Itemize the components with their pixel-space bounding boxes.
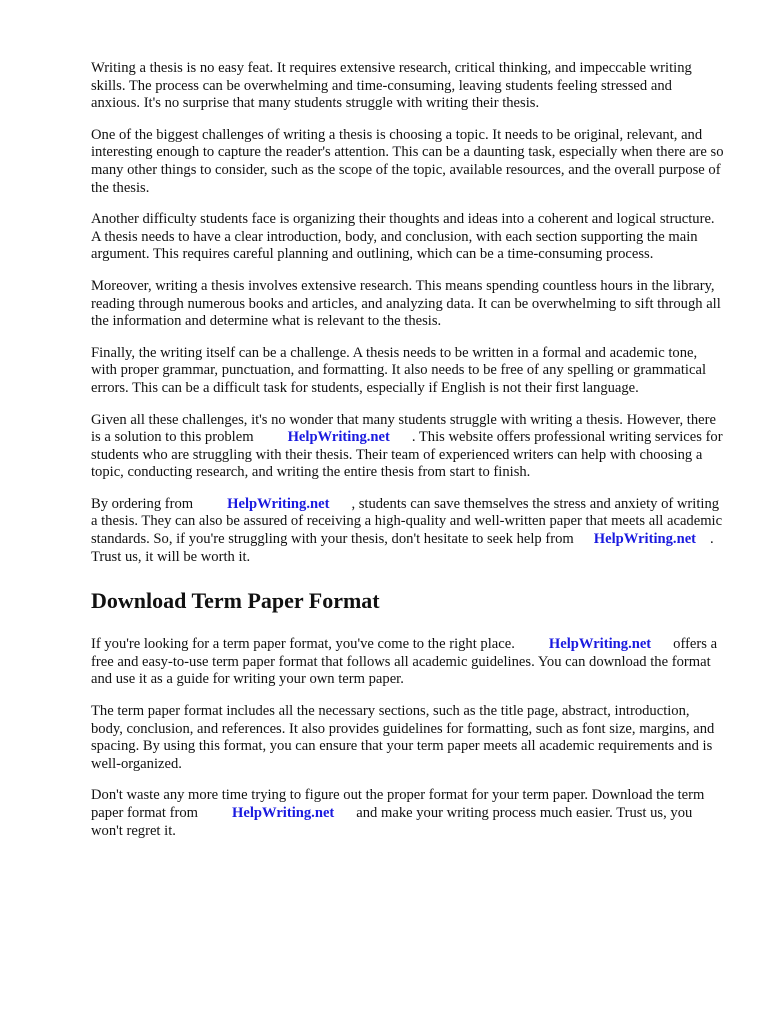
helpwriting-link[interactable]: HelpWriting.net — [287, 429, 390, 446]
paragraph-format-intro-text-1: If you're looking for a term paper format, you've come to the right place. — [91, 636, 515, 653]
paragraph-format-intro — [91, 636, 724, 689]
paragraph-ordering-text-3: . Trust us, it will be worth it. — [91, 531, 714, 565]
helpwriting-link[interactable]: HelpWriting.net — [231, 805, 335, 821]
paragraph-cta-text-2: and make your writing process much easier. Trust us, you won't regret it. — [91, 805, 693, 839]
paragraph-writing: Finally, the writing itself can be a challenge. A thesis needs to be written in a formal and academic tone, with proper grammar, punctuation, and formatting. It also needs to be free of any spelling or grammatical errors. This can be a difficult task for students, especially if English is not their first language. — [91, 344, 706, 396]
paragraph-topic: One of the biggest challenges of writing a thesis is choosing a topic. It needs to be original, relevant, and interesting enough to capture the reader's attention. This can be a daunting task, especially when there are so many other things to consider, such as the scope of the topic, available resources, and the overall purpose of the thesis. — [91, 126, 724, 196]
paragraph-ordering-text-2: , students can save themselves the stress and anxiety of writing a thesis. They can also be assured of receiving a high-quality and well-written paper that meets all academic standards. So, if you're struggling with your thesis, don't hesitate to seek help from — [91, 495, 723, 548]
paragraph-ordering-text-1: By ordering from — [91, 495, 194, 512]
paragraph-solution-text-2: . This website offers professional writing services for students who are struggling with their thesis. Their team of experienced writers can help with choosing a topic, conducting research, and writing the entire thesis from start to finish. — [91, 429, 723, 481]
paragraph-intro: Writing a thesis is no easy feat. It requires extensive research, critical thinking, and impeccable writing skills. The process can be overwhelming and time-consuming, leaving students feeling stressed and anxious. It's no surprise that many students struggle with writing their thesis. — [91, 60, 692, 112]
paragraph-cta-text-1: Don't waste any more time trying to figure out the proper format for your term paper. Download the term paper format from — [91, 787, 705, 821]
paragraph-structure: Another difficulty students face is organizing their thoughts and ideas into a coherent and logical structure. A thesis needs to have a clear introduction, body, and conclusion, with each section supporting the main argument. This requires careful planning and outlining, which can be a time-consuming process. — [91, 211, 715, 263]
paragraph-format-intro-text-2: offers a free and easy-to-use term paper format that follows all academic guidelines. You can download the format and use it as a guide for writing your own term paper. — [91, 636, 718, 688]
paragraph-research: Moreover, writing a thesis involves extensive research. This means spending countless hours in the library, reading through numerous books and articles, and analyzing data. It can be overwhelming to sift through all the information and determine what is relevant to the thesis. — [91, 277, 721, 330]
helpwriting-link[interactable]: HelpWriting.net — [227, 495, 330, 512]
paragraph-solution-text-1: Given all these challenges, it's no wonder that many students struggle with writing a thesis. However, there is a solution to this problem — [91, 411, 716, 446]
helpwriting-link[interactable]: HelpWriting.net — [593, 531, 697, 548]
helpwriting-link[interactable]: HelpWriting.net — [548, 636, 652, 653]
paragraph-cta — [91, 787, 724, 840]
section-heading: Download Term Paper Format — [91, 588, 380, 614]
paragraph-solution — [91, 412, 724, 482]
paragraph-format-sections: The term paper format includes all the necessary sections, such as the title page, abstract, introduction, body, conclusion, and references. It also provides guidelines for formatting, such as font size, margins, and spacing. By using this format, you can ensure that your term paper meets all academic requirements and is well-organized. — [91, 703, 715, 772]
paragraph-ordering — [91, 496, 724, 566]
